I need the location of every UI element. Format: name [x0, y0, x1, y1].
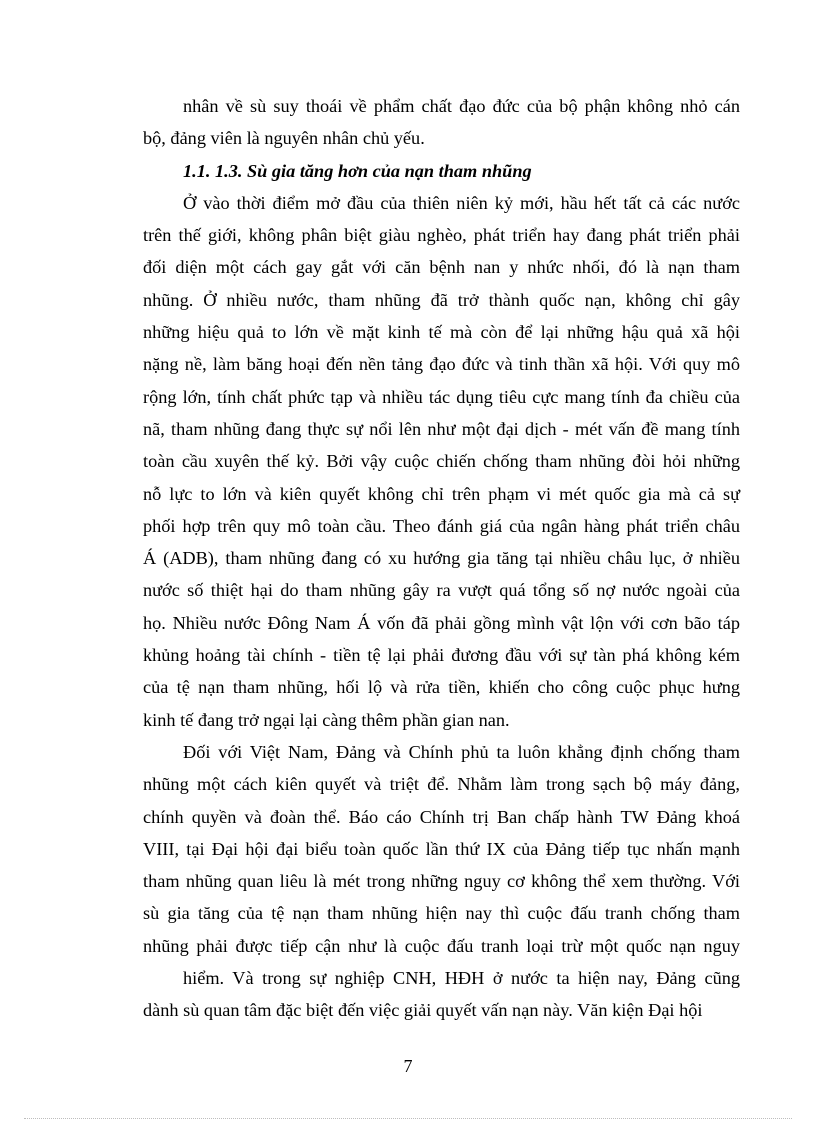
text-line: nhũng. Ở nhiều nước, tham nhũng đã trở thành quốc nạn, không chỉ gây [143, 289, 740, 310]
text-line: đối diện một cách gay gắt với căn bệnh nan y nhức nhối, đó là nạn tham [143, 257, 740, 278]
text-line: sù gia tăng của tệ nạn tham nhũng hiện nay thì cuộc đấu tranh chống tham [143, 903, 740, 924]
text-line: chính quyền và đoàn thể. Báo cáo Chính trị Ban chấp hành TW Đảng khoá [143, 806, 740, 827]
text-line: tham nhũng quan liêu là mét trong những nguy cơ không thể xem thường. Với [143, 871, 740, 892]
text-line: nặng nề, làm băng hoại đến nền tảng đạo đức và tinh thần xã hội. Với quy mô [143, 354, 740, 375]
text-line: phối hợp trên quy mô toàn cầu. Theo đánh giá của ngân hàng phát triển châu [143, 515, 740, 536]
text-line: rộng lớn, tính chất phức tạp và nhiều tác dụng tiêu cực mang tính đa chiều của [143, 386, 740, 407]
text-line: nước số thiệt hại do tham nhũng gây ra vượt quá tổng số nợ nước ngoài của [143, 580, 740, 601]
text-line: nã, tham nhũng đang thực sự nổi lên như một đại dịch - mét vấn đề mang tính [143, 418, 740, 439]
text-line: bộ, đảng viên là nguyên nhân chủ yếu. [143, 128, 425, 149]
text-line: của tệ nạn tham nhũng, hối lộ và rửa tiền, khiến cho công cuộc phục hưng [143, 677, 740, 698]
text-line: Đối với Việt Nam, Đảng và Chính phủ ta luôn khẳng định chống tham [183, 741, 740, 762]
text-line: kinh tế đang trở ngại lại càng thêm phần gian nan. [143, 709, 510, 730]
section-heading: 1.1. 1.3. Sù gia tăng hơn của nạn tham nhũng [183, 160, 532, 181]
page-number: 7 [403, 1056, 413, 1076]
text-line: toàn cầu xuyên thế kỷ. Bởi vậy cuộc chiến chống tham nhũng đòi hỏi những [143, 451, 740, 472]
text-line: nhũng một cách kiên quyết và triệt để. Nhằm làm trong sạch bộ máy đảng, [143, 774, 740, 795]
text-line: nỗ lực to lớn và kiên quyết không chỉ trên phạm vi mét quốc gia mà cả sự [143, 483, 740, 504]
text-line: dành sù quan tâm đặc biệt đến việc giải quyết vấn nạn này. Văn kiện Đại hội [143, 1000, 703, 1021]
text-line: Ở vào thời điểm mở đầu của thiên niên kỷ mới, hầu hết tất cả các nước [183, 192, 740, 213]
text-line: họ. Nhiều nước Đông Nam Á vốn đã phải gồng mình vật lộn với cơn bão táp [143, 612, 740, 633]
page-bottom-divider [24, 1118, 792, 1119]
text-line: nhũng phải được tiếp cận như là cuộc đấu tranh loại trừ một quốc nạn nguy [143, 935, 740, 956]
text-line: nhân về sù suy thoái về phẩm chất đạo đức của bộ phận không nhỏ cán [183, 96, 740, 116]
body-text [143, 90, 740, 1027]
text-line: những hiệu quả to lớn về mặt kinh tế mà còn để lại những hậu quả xã hội [143, 322, 740, 343]
text-line: khủng hoảng tài chính - tiền tệ lại phải đương đầu với sự tàn phá không kém [143, 645, 740, 666]
text-line: VIII, tại Đại hội đại biểu toàn quốc lần thứ IX của Đảng tiếp tục nhấn mạnh [143, 838, 740, 859]
text-line: hiểm. Và trong sự nghiệp CNH, HĐH ở nước ta hiện nay, Đảng cũng [183, 968, 740, 989]
text-line: trên thế giới, không phân biệt giàu nghèo, phát triển hay đang phát triển phải [143, 225, 740, 246]
text-line: Á (ADB), tham nhũng đang có xu hướng gia tăng tại nhiều châu lục, ở nhiều [143, 548, 740, 569]
